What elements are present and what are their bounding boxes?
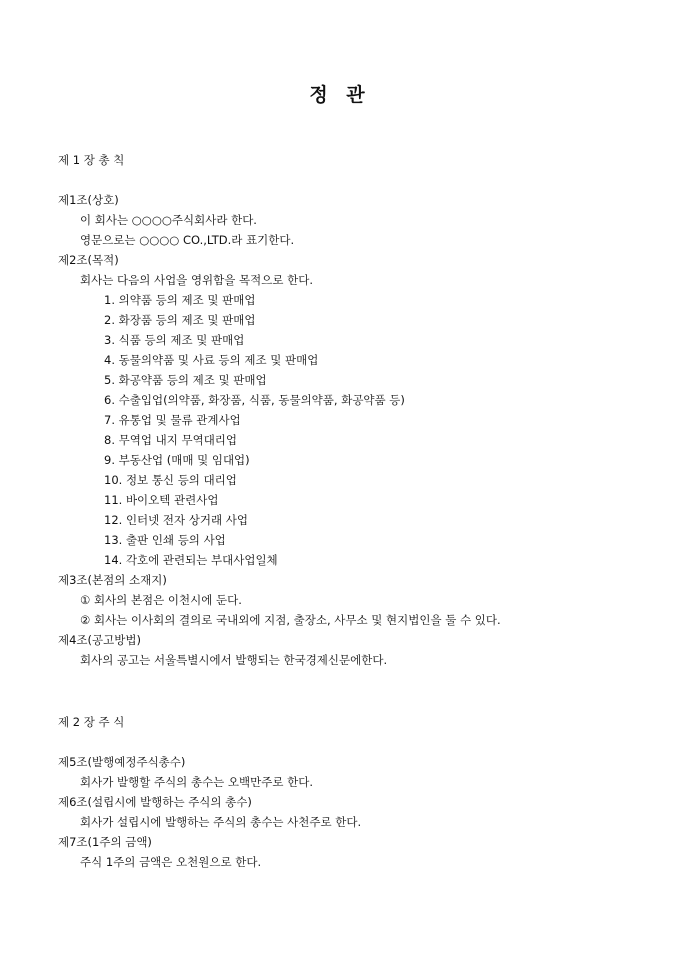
article-2-heading: 제2조(목적) [58,253,119,267]
article-2-item-9: 9. 부동산업 (매매 및 임대업) [104,453,250,467]
article-7-heading: 제7조(1주의 금액) [58,835,152,849]
article-4-heading: 제4조(공고방법) [58,633,141,647]
article-2-item-3: 3. 식품 등의 제조 및 판매업 [104,333,245,347]
article-2-item-6: 6. 수출입업(의약품, 화장품, 식품, 동물의약품, 화공약품 등) [104,393,405,407]
document-title: 정 관 [309,84,371,106]
article-2-item-5: 5. 화공약품 등의 제조 및 판매업 [104,373,267,387]
article-5-heading: 제5조(발행예정주식총수) [58,755,186,769]
article-2-line-1: 회사는 다음의 사업을 영위함을 목적으로 한다. [80,273,314,287]
article-7-line-1: 주식 1주의 금액은 오천원으로 한다. [80,855,262,869]
article-5-line-1: 회사가 발행할 주식의 총수는 오백만주로 한다. [80,775,314,789]
article-2-item-13: 13. 출판 인쇄 등의 사업 [104,533,226,547]
article-1-heading: 제1조(상호) [58,193,119,207]
article-6-line-1: 회사가 설립시에 발행하는 주식의 총수는 사천주로 한다. [80,815,362,829]
chapter-1-heading: 제 1 장 총 칙 [58,153,125,167]
article-2-item-4: 4. 동물의약품 및 사료 등의 제조 및 판매업 [104,353,319,367]
article-2-item-7: 7. 유통업 및 물류 관계사업 [104,413,241,427]
article-1-line-2: 영문으로는 ○○○○ CO.,LTD.라 표기한다. [80,233,295,247]
article-2-item-14: 14. 각호에 관련되는 부대사업일체 [104,553,278,567]
article-2-item-12: 12. 인터넷 전자 상거래 사업 [104,513,248,527]
article-2-item-8: 8. 무역업 내지 무역대리업 [104,433,238,447]
chapter-2-heading: 제 2 장 주 식 [58,715,125,729]
article-2-item-10: 10. 정보 통신 등의 대리업 [104,473,237,487]
article-2-item-2: 2. 화장품 등의 제조 및 판매업 [104,313,256,327]
article-3-line-2: ② 회사는 이사회의 결의로 국내외에 지점, 출장소, 사무소 및 현지법인을 둘 수 있다. [80,613,501,627]
article-2-item-1: 1. 의약품 등의 제조 및 판매업 [104,293,256,307]
article-6-heading: 제6조(설립시에 발행하는 주식의 총수) [58,795,252,809]
article-2-item-11: 11. 바이오텍 관련사업 [104,493,219,507]
article-3-line-1: ① 회사의 본점은 이천시에 둔다. [80,593,242,607]
article-1-line-1: 이 회사는 ○○○○주식회사라 한다. [80,213,257,227]
article-3-heading: 제3조(본점의 소재지) [58,573,167,587]
article-4-line-1: 회사의 공고는 서울특별시에서 발행되는 한국경제신문에한다. [80,653,388,667]
